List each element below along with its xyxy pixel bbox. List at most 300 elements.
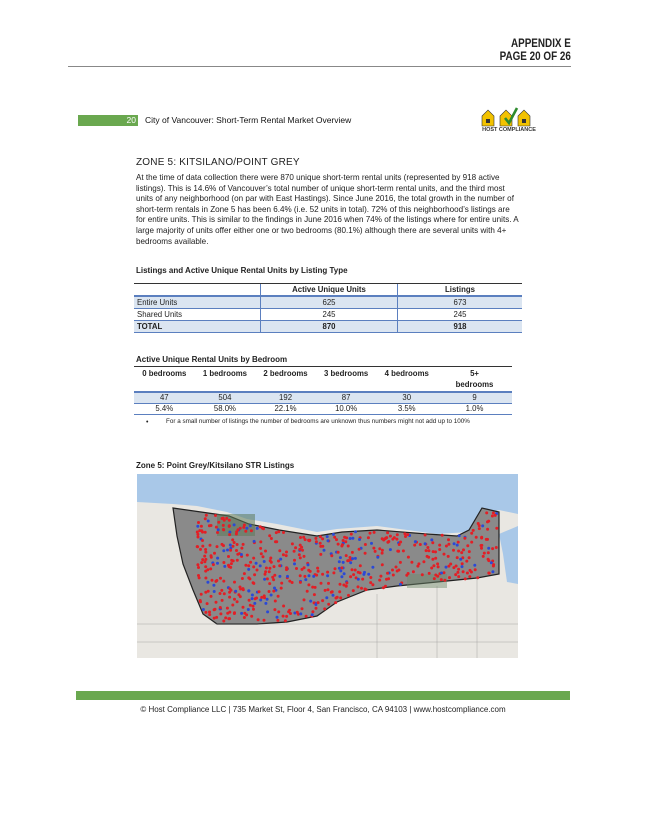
listing-dot	[457, 575, 460, 578]
listing-dot	[452, 549, 455, 552]
listing-dot	[337, 551, 340, 554]
listing-dot	[221, 543, 224, 546]
listing-dot	[475, 536, 478, 539]
table-cell: 192	[255, 392, 316, 404]
listing-dot	[385, 578, 388, 581]
listing-dot	[434, 557, 437, 560]
listing-dot	[364, 552, 367, 555]
listing-dot	[236, 543, 239, 546]
listing-dot	[244, 564, 247, 567]
listing-dot	[280, 587, 283, 590]
listing-dot	[298, 548, 301, 551]
listing-dot	[431, 558, 434, 561]
listing-dot	[456, 544, 459, 547]
listing-dot	[293, 559, 296, 562]
listing-dot	[432, 550, 435, 553]
listing-dot	[395, 538, 398, 541]
listing-dot	[269, 557, 272, 560]
listing-dot	[453, 542, 456, 545]
listing-dot	[381, 549, 384, 552]
listing-dot	[338, 567, 341, 570]
table-row-total	[134, 321, 522, 333]
listing-dot	[405, 574, 408, 577]
listing-dot	[349, 575, 352, 578]
listing-dot	[288, 609, 291, 612]
listing-dot	[215, 526, 218, 529]
listing-dot	[343, 572, 346, 575]
listing-dot	[261, 527, 264, 530]
listing-dot	[276, 619, 279, 622]
listing-dot	[424, 542, 427, 545]
listing-dot	[345, 585, 348, 588]
listing-dot	[396, 533, 399, 536]
listing-dot	[373, 531, 376, 534]
listing-dot	[339, 596, 342, 599]
listing-dot	[221, 599, 224, 602]
listing-dot	[250, 529, 253, 532]
listing-dot	[440, 572, 443, 575]
listing-dot	[228, 596, 231, 599]
listing-dot	[247, 568, 250, 571]
table-cell: 3.5%	[376, 404, 437, 415]
footer-text: © Host Compliance LLC | 735 Market St, Floor 4, San Francisco, CA 94103 | www.hostcompliance.com	[140, 705, 506, 714]
listing-dot	[485, 511, 488, 514]
listing-dot	[206, 602, 209, 605]
listing-dot	[309, 600, 312, 603]
listing-dot	[213, 617, 216, 620]
listing-dot	[494, 514, 497, 517]
listing-dot	[245, 527, 248, 530]
listing-dot	[389, 548, 392, 551]
listing-dot	[266, 598, 269, 601]
listing-dot	[203, 555, 206, 558]
listing-dot	[299, 574, 302, 577]
listing-dot	[262, 555, 265, 558]
listing-dot	[320, 582, 323, 585]
listing-dot	[396, 550, 399, 553]
listing-dot	[258, 590, 261, 593]
listing-dot	[235, 549, 238, 552]
listing-dot	[457, 541, 460, 544]
listing-dot	[255, 597, 258, 600]
listing-dot	[301, 549, 304, 552]
listing-dot	[468, 575, 471, 578]
table-header: Listings	[398, 284, 523, 297]
listing-dot	[470, 541, 473, 544]
listing-dot	[473, 564, 476, 567]
listing-dot	[252, 565, 255, 568]
listing-dot	[219, 592, 222, 595]
listing-dot	[384, 537, 387, 540]
listing-dot	[229, 566, 232, 569]
listing-dot	[196, 531, 199, 534]
listing-dot	[209, 544, 212, 547]
listing-dot	[204, 565, 207, 568]
listing-dot	[307, 563, 310, 566]
listing-dot	[371, 583, 374, 586]
listing-dot	[216, 545, 219, 548]
listing-dot	[256, 527, 259, 530]
listing-dot	[357, 585, 360, 588]
listing-dot	[306, 590, 309, 593]
listing-dot	[399, 561, 402, 564]
listing-dot	[364, 588, 367, 591]
listing-dot	[338, 560, 341, 563]
listing-dot	[299, 581, 302, 584]
listing-dot	[333, 536, 336, 539]
listing-dot	[491, 515, 494, 518]
listing-dot	[215, 601, 218, 604]
listing-dot	[480, 547, 483, 550]
listing-dot	[351, 537, 354, 540]
section-paragraph: At the time of data collection there were 870 unique short-term rental units (represented by 918 active listings). This is 14.6% of Vancouver’s total number of unique short-term rental units, and the third most units of any neighborhood (on par with East Hastings). Since June 2016, the total growth in the number of short-term rentals in Zone 5 has been 6.4% (i.e. 52 units in total). 72% of this neighborhood’s listings are for entire units. This is similar to the findings in June 2016 when 74% of the listings where for entire units. A large majority of units offer either one or two bedrooms (80.1%) although there are several units with 4+ bedrooms available.	[136, 173, 519, 246]
listing-dot	[240, 547, 243, 550]
listing-dot	[381, 552, 384, 555]
listing-dot	[417, 562, 420, 565]
listing-dot	[222, 524, 225, 527]
table-row	[134, 404, 512, 415]
listing-dot	[349, 537, 352, 540]
listing-dot	[253, 573, 256, 576]
appendix-header	[500, 38, 571, 64]
listing-dot	[294, 546, 297, 549]
table-header	[134, 284, 261, 297]
listing-dot	[291, 542, 294, 545]
listing-dot	[359, 564, 362, 567]
listing-dot	[207, 520, 210, 523]
listing-dot	[229, 544, 232, 547]
listing-dot	[359, 571, 362, 574]
listing-dot	[252, 557, 255, 560]
listing-dot	[236, 600, 239, 603]
listing-dot	[311, 610, 314, 613]
listing-dot	[213, 590, 216, 593]
listing-dot	[270, 561, 273, 564]
listing-dot	[251, 597, 254, 600]
listing-dot	[414, 540, 417, 543]
listing-dot	[285, 551, 288, 554]
listing-dot	[347, 545, 350, 548]
listing-dot	[443, 579, 446, 582]
listing-dot	[381, 537, 384, 540]
table-cell: 9	[437, 392, 512, 404]
table-cell: 47	[134, 392, 195, 404]
table-cell: 245	[261, 309, 398, 321]
listing-dot	[483, 552, 486, 555]
listing-dot	[487, 559, 490, 562]
listing-dot	[326, 574, 329, 577]
table-row	[134, 309, 522, 321]
listing-dot	[347, 594, 350, 597]
listing-dot	[204, 548, 207, 551]
listing-dot	[361, 578, 364, 581]
listing-dot	[369, 532, 372, 535]
listing-dot	[325, 596, 328, 599]
listing-dot	[295, 567, 298, 570]
listing-dot	[270, 537, 273, 540]
listing-dot	[304, 578, 307, 581]
listing-dot	[477, 522, 480, 525]
zone-map	[137, 474, 518, 658]
listing-dot	[487, 551, 490, 554]
listing-dot	[367, 573, 370, 576]
listing-dot	[490, 561, 493, 564]
appendix-label: APPENDIX E	[511, 38, 571, 50]
listing-dot	[312, 575, 315, 578]
listing-dot	[358, 548, 361, 551]
running-head-title: City of Vancouver: Short-Term Rental Market Overview	[145, 115, 352, 125]
listing-dot	[321, 599, 324, 602]
listing-dot	[212, 563, 215, 566]
listing-dot	[332, 533, 335, 536]
listing-dot	[350, 533, 353, 536]
listing-dot	[460, 551, 463, 554]
listing-dot	[358, 538, 361, 541]
listing-dot	[330, 591, 333, 594]
listing-dot	[313, 593, 316, 596]
listing-dot	[311, 613, 314, 616]
table-cell: 625	[261, 296, 398, 309]
listing-dot	[216, 562, 219, 565]
listing-dot	[354, 569, 357, 572]
listing-dot	[216, 531, 219, 534]
listing-dot	[308, 574, 311, 577]
listing-dot	[249, 604, 252, 607]
listing-dot	[263, 578, 266, 581]
listing-dot	[227, 617, 230, 620]
listing-dot	[247, 576, 250, 579]
listing-dot	[492, 512, 495, 515]
listing-dot	[399, 541, 402, 544]
listing-dot	[243, 616, 246, 619]
table-header: 2 bedrooms	[263, 369, 308, 378]
listing-dot	[456, 556, 459, 559]
listing-dot	[216, 557, 219, 560]
listing-dot	[327, 588, 330, 591]
footer-bar	[76, 691, 570, 700]
listing-dot	[263, 619, 266, 622]
listing-dot	[486, 528, 489, 531]
listing-dot	[364, 543, 367, 546]
listing-dot	[196, 545, 199, 548]
listing-dot	[319, 553, 322, 556]
listing-dot	[202, 608, 205, 611]
listing-dot	[233, 598, 236, 601]
listing-dot	[354, 557, 357, 560]
listing-dot	[285, 615, 288, 618]
listing-dot	[273, 565, 276, 568]
listing-dot	[268, 570, 271, 573]
listing-dot	[196, 563, 199, 566]
table-cell: 918	[398, 321, 523, 333]
listing-dot	[332, 571, 335, 574]
listing-dot	[370, 542, 373, 545]
listing-dot	[389, 535, 392, 538]
listing-dot	[214, 514, 217, 517]
listing-dot	[461, 565, 464, 568]
listing-dot	[243, 524, 246, 527]
table-header: 5+ bedrooms	[455, 369, 494, 389]
listing-dot	[212, 584, 215, 587]
listing-dot	[413, 544, 416, 547]
listing-dot	[447, 543, 450, 546]
listing-dot	[440, 578, 443, 581]
table-header: 3 bedrooms	[324, 369, 369, 378]
listing-dot	[242, 543, 245, 546]
listing-dot	[260, 596, 263, 599]
listing-dot	[327, 582, 330, 585]
listing-dot	[351, 551, 354, 554]
listing-dot	[487, 547, 490, 550]
listing-dot	[278, 564, 281, 567]
listing-dot	[208, 613, 211, 616]
listing-dot	[204, 551, 207, 554]
listing-dot	[251, 594, 254, 597]
listing-dot	[379, 575, 382, 578]
listing-dot	[403, 532, 406, 535]
table-cell: Shared Units	[137, 310, 183, 319]
listing-dot	[422, 560, 425, 563]
listing-dot	[378, 579, 381, 582]
listing-dot	[249, 524, 252, 527]
listing-dot	[323, 607, 326, 610]
listing-dot	[286, 575, 289, 578]
listing-dot	[210, 595, 213, 598]
listing-dot	[268, 534, 271, 537]
listing-dot	[299, 536, 302, 539]
listing-dot	[455, 565, 458, 568]
table-cell: 58.0%	[195, 404, 256, 415]
table-row	[134, 392, 512, 404]
listing-dot	[426, 555, 429, 558]
listing-dot	[342, 539, 345, 542]
listing-dot	[445, 566, 448, 569]
listing-dot	[275, 540, 278, 543]
listing-dot	[243, 572, 246, 575]
listing-dot	[427, 549, 430, 552]
listing-dot	[223, 592, 226, 595]
listing-dot	[458, 534, 461, 537]
listing-dot	[197, 566, 200, 569]
listing-dot	[335, 597, 338, 600]
listing-dot	[436, 562, 439, 565]
listing-dot	[274, 600, 277, 603]
listing-dot	[491, 547, 494, 550]
listing-dot	[206, 581, 209, 584]
listing-dot	[457, 568, 460, 571]
listing-dot	[462, 548, 465, 551]
listing-dot	[330, 554, 333, 557]
listing-dot	[196, 525, 199, 528]
listing-dot	[449, 563, 452, 566]
listing-dot	[324, 589, 327, 592]
listing-dot	[339, 569, 342, 572]
listing-dot	[454, 573, 457, 576]
listing-dot	[369, 581, 372, 584]
listing-dot	[456, 571, 459, 574]
table-header: 0 bedrooms	[142, 369, 187, 378]
listing-dot	[285, 566, 288, 569]
listing-dot	[339, 556, 342, 559]
listing-dot	[204, 577, 207, 580]
listing-dot	[459, 558, 462, 561]
listing-dot	[266, 577, 269, 580]
listing-dot	[225, 517, 228, 520]
listing-dot	[462, 570, 465, 573]
table-cell: 22.1%	[255, 404, 316, 415]
listing-dot	[314, 537, 317, 540]
listing-dot	[357, 578, 360, 581]
listing-dot	[293, 562, 296, 565]
listing-dot	[248, 599, 251, 602]
listing-dot	[209, 567, 212, 570]
listing-dot	[399, 583, 402, 586]
listing-dot	[222, 620, 225, 623]
listing-dot	[317, 601, 320, 604]
listing-dot	[463, 537, 466, 540]
listing-dot	[307, 583, 310, 586]
listing-dot	[236, 559, 239, 562]
listing-dot	[421, 573, 424, 576]
listing-dot	[259, 540, 262, 543]
listing-dot	[235, 533, 238, 536]
listing-dot	[319, 535, 322, 538]
listing-dot	[351, 568, 354, 571]
listing-dot	[327, 539, 330, 542]
listing-dot	[303, 575, 306, 578]
listing-dot	[338, 590, 341, 593]
listing-dot	[206, 568, 209, 571]
bedroom-table-caption: Active Unique Rental Units by Bedroom	[136, 355, 288, 364]
listing-dot	[321, 545, 324, 548]
listing-dot	[247, 608, 250, 611]
listing-dot	[321, 537, 324, 540]
listing-dot	[303, 566, 306, 569]
listing-dot	[231, 538, 234, 541]
listing-dot	[247, 590, 250, 593]
listing-dot	[222, 561, 225, 564]
listing-dot	[386, 541, 389, 544]
listing-dot	[228, 519, 231, 522]
listing-dot	[481, 524, 484, 527]
listing-dot	[201, 539, 204, 542]
listing-dot	[250, 615, 253, 618]
listing-dot	[392, 574, 395, 577]
note-bullet: •	[146, 419, 149, 426]
listing-dot	[337, 543, 340, 546]
listing-dot	[317, 570, 320, 573]
listing-dot	[305, 615, 308, 618]
listing-dot	[293, 550, 296, 553]
listing-dot	[447, 555, 450, 558]
listing-dot	[354, 530, 357, 533]
table-cell: TOTAL	[134, 321, 261, 333]
table-header: Active Unique Units	[261, 284, 398, 297]
listing-dot	[201, 545, 204, 548]
listing-dot	[303, 555, 306, 558]
table-row	[134, 296, 522, 309]
listing-dot	[369, 576, 372, 579]
listing-dot	[240, 612, 243, 615]
listing-dot	[213, 552, 216, 555]
listing-dot	[255, 562, 258, 565]
listing-dot	[367, 536, 370, 539]
listing-dot	[199, 600, 202, 603]
listing-dot	[402, 549, 405, 552]
listing-dot	[207, 590, 210, 593]
listing-dot	[465, 560, 468, 563]
listing-dot	[315, 574, 318, 577]
